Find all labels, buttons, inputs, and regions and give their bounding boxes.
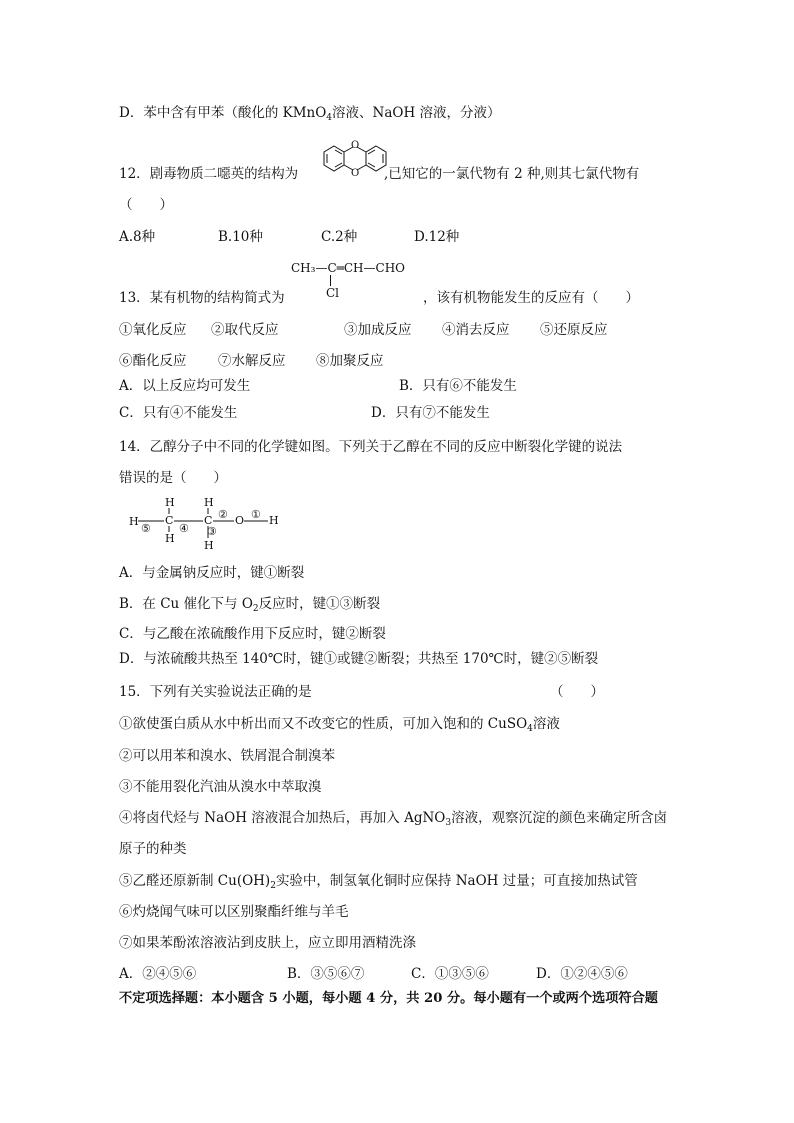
section-instructions: 不定项选择题：本小题含 5 小题，每小题 4 分，共 20 分。每小题有一个或两个选项符合题 bbox=[119, 991, 658, 1006]
q13-reaction-4: ④消去反应 bbox=[442, 322, 510, 338]
q13-option-d: D．只有⑦不能发生 bbox=[371, 405, 490, 421]
q14-option-b: B．在 Cu 催化下与 $O_2$反应时，键①③断裂 bbox=[119, 596, 381, 614]
q12-stem-tail: ,已知它的一氯代物有 2 种,则其七氯代物有 bbox=[384, 166, 640, 182]
svg-text:H: H bbox=[204, 496, 214, 509]
svg-text:H: H bbox=[165, 496, 175, 509]
svg-text:O: O bbox=[235, 514, 245, 527]
q14-stem: 14．乙醇分子中不同的化学键如图。下列关于乙醇在不同的反应中断裂化学键的说法 bbox=[119, 439, 623, 455]
ethanol-bond-diagram bbox=[124, 494, 284, 550]
q15-statement-1: ①欲使蛋白质从水中析出而又不改变它的性质，可加入饱和的 CuSO$_4$溶液 bbox=[119, 716, 560, 734]
dioxin-oxygen-top: O bbox=[351, 140, 360, 151]
q15-statement-6: ⑥灼烧闻气味可以区别聚酯纤维与羊毛 bbox=[119, 904, 349, 920]
q15-statement-7: ⑦如果苯酚浓溶液沾到皮肤上，应立即用酒精洗涤 bbox=[119, 935, 416, 951]
q13-reaction-1: ①氧化反应 bbox=[119, 322, 187, 338]
q15-option-d: D．①②④⑤⑥ bbox=[536, 966, 628, 982]
svg-text:H: H bbox=[269, 514, 279, 527]
svg-text:③: ③ bbox=[207, 525, 217, 538]
svg-text:C: C bbox=[165, 514, 174, 527]
q12-option-b: B.10种 bbox=[218, 229, 263, 245]
svg-text:⑤: ⑤ bbox=[141, 522, 151, 535]
q12-option-d: D.12种 bbox=[414, 229, 460, 245]
q15-stem: 15．下列有关实验说法正确的是 bbox=[119, 684, 312, 700]
q15-answer-paren: （ ） bbox=[550, 684, 604, 700]
q12-stem: 12．剧毒物质二噁英的结构为 bbox=[119, 166, 299, 182]
q14-option-c: C．与乙酸在浓硫酸作用下反应时，键②断裂 bbox=[119, 626, 386, 642]
q15-option-c: C．①③⑤⑥ bbox=[411, 966, 489, 982]
q13-reaction-3: ③加成反应 bbox=[344, 322, 412, 338]
q15-option-b: B．③⑤⑥⑦ bbox=[287, 966, 365, 982]
q12-option-c: C.2种 bbox=[321, 229, 358, 245]
q13-formula-chain: CH₃—C═CH—CHO bbox=[291, 261, 405, 275]
q15-statement-3: ③不能用裂化汽油从溴水中萃取溴 bbox=[119, 779, 322, 795]
q13-stem: 13．某有机物的结构简式为 bbox=[119, 290, 285, 306]
q13-option-c: C．只有④不能发生 bbox=[119, 405, 238, 421]
q14-stem-2: 错误的是（ ） bbox=[119, 470, 227, 486]
q13-reaction-2: ②取代反应 bbox=[211, 322, 279, 338]
q15-statement-2: ②可以用苯和溴水、铁屑混合制溴苯 bbox=[119, 748, 335, 764]
q13-reaction-5: ⑤还原反应 bbox=[540, 322, 608, 338]
q12-option-a: A.8种 bbox=[119, 229, 156, 245]
svg-text:H: H bbox=[129, 515, 139, 528]
dioxin-structure bbox=[322, 134, 388, 184]
dioxin-oxygen-bottom: O bbox=[351, 168, 360, 179]
q11-option-d: D．苯中含有甲苯（酸化的 KMnO$_4$溶液、NaOH 溶液，分液） bbox=[119, 105, 501, 123]
q14-option-d: D．与浓硫酸共热至 140℃时，键①或键②断裂；共热至 170℃时，键②⑤断裂 bbox=[119, 651, 599, 667]
svg-text:H: H bbox=[165, 532, 175, 545]
svg-text:①: ① bbox=[251, 508, 261, 521]
svg-text:H: H bbox=[204, 539, 214, 550]
q12-answer-paren: （ ） bbox=[119, 197, 173, 213]
q14-option-a: A．与金属钠反应时，键①断裂 bbox=[119, 565, 305, 581]
svg-text:④: ④ bbox=[179, 522, 189, 535]
svg-text:C: C bbox=[204, 514, 213, 527]
q15-option-a: A．②④⑤⑥ bbox=[119, 966, 197, 982]
q13-reaction-8: ⑧加聚反应 bbox=[316, 353, 384, 369]
q13-reaction-7: ⑦水解反应 bbox=[218, 353, 286, 369]
q13-option-b: B．只有⑥不能发生 bbox=[399, 378, 517, 394]
q15-statement-4: ④将卤代烃与 NaOH 溶液混合加热后，再加入 AgNO$_3$溶液，观察沉淀的颜色来确定所含卤 bbox=[119, 810, 668, 828]
q13-reaction-6: ⑥酯化反应 bbox=[119, 353, 187, 369]
q13-option-a: A．以上反应均可发生 bbox=[119, 378, 251, 394]
q13-stem-tail: ，该有机物能发生的反应有（ ） bbox=[423, 290, 639, 306]
q13-formula-substituent: Cl bbox=[326, 286, 340, 300]
svg-text:②: ② bbox=[218, 508, 228, 521]
q15-statement-4-continued: 原子的种类 bbox=[119, 841, 187, 857]
q15-statement-5: ⑤乙醛还原新制 $Cu(OH)_2$实验中，制氢氧化铜时应保持 NaOH 过量；可直接加热试管 bbox=[119, 873, 638, 891]
